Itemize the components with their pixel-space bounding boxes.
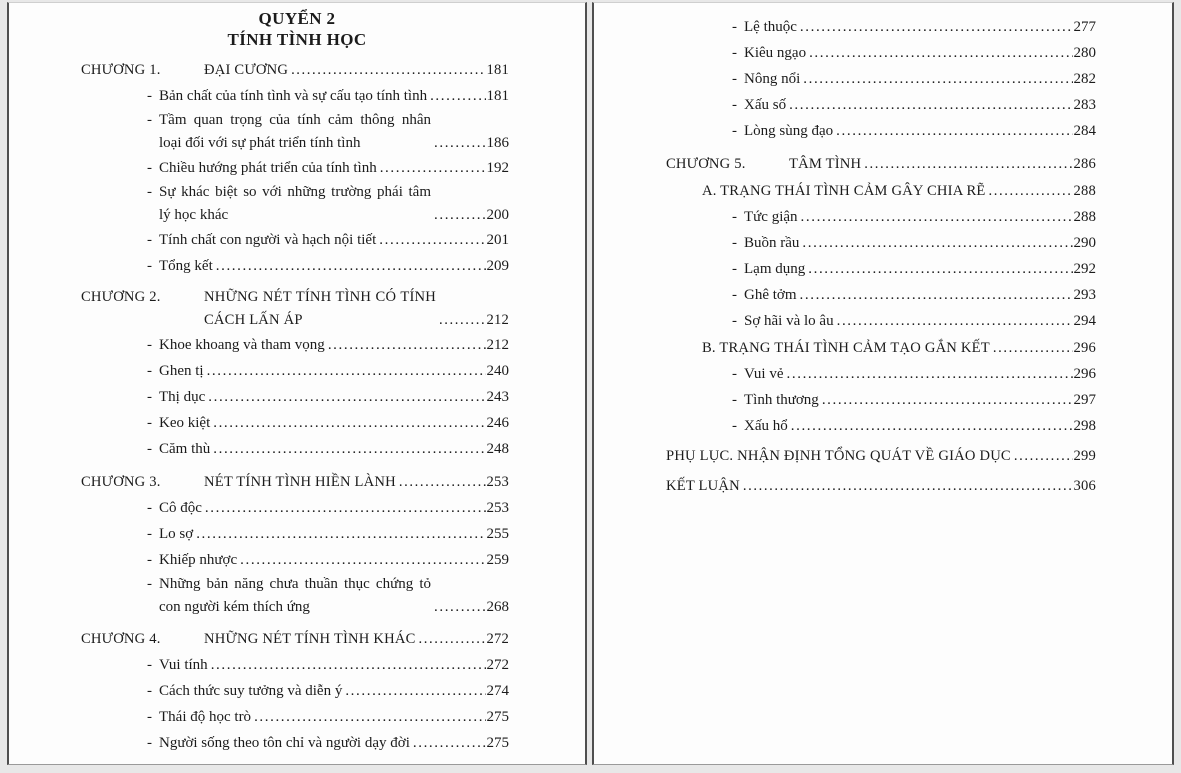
- book-volume-title: QUYỂN 2: [258, 9, 336, 28]
- toc-page-number: 272: [486, 631, 509, 647]
- toc-left-column: [9, 57, 509, 756]
- toc-page-number: 212: [486, 312, 509, 328]
- toc-page-number: 280: [1073, 45, 1096, 61]
- toc-entry-text: Tính chất con người và hạch nội tiết: [159, 232, 377, 248]
- toc-entry-text: Xấu hổ: [744, 418, 788, 434]
- toc-page-number: 275: [486, 709, 509, 725]
- dot-leader-icon: [861, 151, 1072, 177]
- dash-bullet: -: [732, 287, 737, 303]
- toc-entry-text: Ghen tị: [159, 363, 204, 379]
- toc-page-number: 292: [1073, 261, 1096, 277]
- dot-leader-icon: [806, 40, 1072, 66]
- dash-bullet: -: [147, 441, 152, 457]
- dot-leader-icon: [205, 384, 485, 410]
- toc-entry: [9, 436, 509, 462]
- toc-entry: [594, 230, 1096, 256]
- dash-bullet: -: [732, 392, 737, 408]
- dot-leader-icon: [740, 473, 1073, 499]
- toc-page-number: 306: [1073, 478, 1096, 494]
- toc-entry-text: NHỮNG NÉT TÍNH TÌNH KHÁC: [204, 631, 416, 647]
- toc-entry: [594, 151, 1096, 177]
- dot-leader-icon: [288, 57, 485, 83]
- dot-leader-icon: [797, 282, 1073, 308]
- toc-page-number: 297: [1073, 392, 1096, 408]
- toc-entry: [9, 384, 509, 410]
- toc-page-number: 274: [486, 683, 509, 699]
- dot-leader-icon: [325, 332, 486, 358]
- toc-entry-text: Căm thù: [159, 441, 211, 457]
- toc-entry-text: B. TRẠNG THÁI TÌNH CẢM TẠO GẮN KẾT: [702, 340, 990, 356]
- toc-page-number: 268: [486, 599, 509, 615]
- toc-entry: [9, 495, 509, 521]
- dash-bullet: -: [732, 235, 737, 251]
- toc-page-number: 283: [1073, 97, 1096, 113]
- toc-entry: [9, 155, 509, 181]
- toc-page-number: 294: [1073, 313, 1096, 329]
- toc-entry-text: NHỮNG NÉT TÍNH TÌNH CÓ TÍNH CÁCH LẤN ÁP: [204, 289, 436, 328]
- toc-entry-text: Sợ hãi và lo âu: [744, 313, 834, 329]
- dash-bullet: -: [147, 88, 152, 104]
- toc-page-number: 240: [486, 363, 509, 379]
- toc-entry-text: Lạm dụng: [744, 261, 806, 277]
- dot-leader-icon: [990, 335, 1073, 361]
- dot-leader-icon: [431, 132, 486, 155]
- toc-entry: [594, 14, 1096, 40]
- toc-entry: [9, 626, 509, 652]
- toc-entry: [594, 66, 1096, 92]
- toc-entry: [9, 57, 509, 83]
- dot-leader-icon: [800, 66, 1072, 92]
- dot-leader-icon: [986, 178, 1073, 204]
- dash-bullet: -: [732, 71, 737, 87]
- toc-page-number: 288: [1073, 183, 1096, 199]
- toc-entry-text: Người sống theo tôn chỉ và người dạy đời: [159, 735, 410, 751]
- dot-leader-icon: [204, 358, 486, 384]
- dash-bullet: -: [147, 160, 152, 176]
- dot-leader-icon: [799, 230, 1072, 256]
- toc-entry-text: Cô độc: [159, 500, 202, 516]
- toc-entry: [9, 521, 509, 547]
- toc-entry-text: Thị dục: [159, 389, 206, 405]
- toc-page-number: 299: [1073, 448, 1096, 464]
- toc-entry: [594, 413, 1096, 439]
- toc-entry-text: Lo sợ: [159, 526, 194, 542]
- dot-leader-icon: [193, 521, 485, 547]
- book-title-block: [9, 3, 585, 50]
- dot-leader-icon: [805, 256, 1072, 282]
- dash-bullet: -: [732, 366, 737, 382]
- toc-entry: [594, 40, 1096, 66]
- toc-entry: [9, 286, 509, 332]
- toc-page-number: 277: [1073, 19, 1096, 35]
- toc-entry: [9, 573, 509, 619]
- toc-page-number: 296: [1073, 366, 1096, 382]
- toc-entry-text: Keo kiệt: [159, 415, 211, 431]
- toc-entry: [9, 652, 509, 678]
- toc-entry-text: Vui tính: [159, 657, 208, 673]
- toc-page-number: 255: [486, 526, 509, 542]
- toc-entry-text: Khoe khoang và tham vọng: [159, 337, 325, 353]
- toc-page-number: 286: [1073, 156, 1096, 172]
- toc-page-number: 209: [486, 258, 509, 274]
- dot-leader-icon: [784, 361, 1073, 387]
- toc-entry-text: Lòng sùng đạo: [744, 123, 834, 139]
- dot-leader-icon: [208, 652, 486, 678]
- dot-leader-icon: [431, 204, 486, 227]
- dash-bullet: -: [147, 709, 152, 725]
- toc-page-number: 288: [1073, 209, 1096, 225]
- dot-leader-icon: [210, 436, 485, 462]
- toc-entry-text: Tầm quan trọng của tính cảm thông nhân loại đối với sự phát triển tính tình: [159, 112, 431, 151]
- page-left: [7, 2, 587, 765]
- chapter-label: CHƯƠNG 3.: [81, 474, 161, 490]
- toc-page-number: 253: [486, 474, 509, 490]
- toc-page-number: 248: [486, 441, 509, 457]
- dot-leader-icon: [797, 14, 1073, 40]
- toc-page-number: 192: [486, 160, 509, 176]
- dash-bullet: -: [732, 261, 737, 277]
- toc-page-number: 212: [486, 337, 509, 353]
- toc-entry-text: KẾT LUẬN: [666, 478, 740, 494]
- dash-bullet: -: [732, 19, 737, 35]
- dash-bullet: -: [147, 184, 152, 200]
- toc-entry: [594, 282, 1096, 308]
- toc-entry: [594, 387, 1096, 413]
- dot-leader-icon: [416, 626, 486, 652]
- toc-entry-text: Buồn rầu: [744, 235, 800, 251]
- toc-page-number: 275: [486, 735, 509, 751]
- dot-leader-icon: [786, 92, 1072, 118]
- toc-page-number: 201: [486, 232, 509, 248]
- toc-entry: [594, 256, 1096, 282]
- dot-leader-icon: [202, 495, 486, 521]
- dot-leader-icon: [396, 469, 486, 495]
- toc-page-number: 282: [1073, 71, 1096, 87]
- toc-entry: [9, 181, 509, 227]
- dash-bullet: -: [732, 313, 737, 329]
- dot-leader-icon: [376, 227, 485, 253]
- dot-leader-icon: [410, 730, 486, 756]
- toc-entry: [594, 308, 1096, 334]
- toc-entry-text: Những bản năng chưa thuần thục chứng tỏ con người kém thích ứng: [159, 576, 431, 615]
- dash-bullet: -: [147, 389, 152, 405]
- toc-entry-text: ĐẠI CƯƠNG: [204, 62, 289, 78]
- dash-bullet: -: [147, 258, 152, 274]
- toc-right-column: [594, 3, 1096, 499]
- toc-page-number: 200: [486, 207, 509, 223]
- dash-bullet: -: [732, 418, 737, 434]
- toc-entry: [594, 178, 1096, 204]
- toc-entry: [9, 410, 509, 436]
- toc-page-number: 181: [486, 62, 509, 78]
- dot-leader-icon: [436, 309, 486, 332]
- dash-bullet: -: [147, 232, 152, 248]
- toc-entry: [594, 473, 1096, 499]
- toc-entry: [9, 332, 509, 358]
- toc-entry: [594, 361, 1096, 387]
- toc-page-number: 284: [1073, 123, 1096, 139]
- toc-entry-text: Kiêu ngạo: [744, 45, 807, 61]
- toc-entry-text: Thái độ học trò: [159, 709, 252, 725]
- toc-entry: [594, 204, 1096, 230]
- dot-leader-icon: [342, 678, 485, 704]
- toc-page-number: 259: [486, 552, 509, 568]
- toc-entry-text: Tức giận: [744, 209, 798, 225]
- dot-leader-icon: [833, 118, 1072, 144]
- dot-leader-icon: [431, 596, 486, 619]
- toc-entry: [9, 227, 509, 253]
- dot-leader-icon: [819, 387, 1073, 413]
- chapter-label: CHƯƠNG 2.: [81, 289, 161, 305]
- toc-entry: [594, 92, 1096, 118]
- toc-page-number: 181: [486, 88, 509, 104]
- dot-leader-icon: [237, 547, 485, 573]
- toc-entry-text: Bản chất của tính tình và sự cấu tạo tính tình: [159, 88, 428, 104]
- dash-bullet: -: [147, 576, 152, 592]
- toc-entry-text: Cách thức suy tưởng và diễn ý: [159, 683, 343, 699]
- toc-page-number: 298: [1073, 418, 1096, 434]
- dash-bullet: -: [732, 209, 737, 225]
- toc-entry-text: Nông nổi: [744, 71, 801, 87]
- toc-entry: [9, 358, 509, 384]
- toc-page-number: 253: [486, 500, 509, 516]
- chapter-label: CHƯƠNG 4.: [81, 631, 161, 647]
- toc-entry: [9, 730, 509, 756]
- toc-entry-text: Lệ thuộc: [744, 19, 797, 35]
- toc-page-number: 246: [486, 415, 509, 431]
- chapter-label: CHƯƠNG 1.: [81, 62, 161, 78]
- toc-entry-text: Ghê tởm: [744, 287, 797, 303]
- dot-leader-icon: [377, 155, 486, 181]
- page-right: [592, 2, 1174, 765]
- toc-entry-text: TÂM TÌNH: [789, 156, 862, 172]
- dot-leader-icon: [427, 83, 485, 109]
- toc-entry: [9, 83, 509, 109]
- toc-entry-text: Xấu số: [744, 97, 787, 113]
- toc-entry: [9, 469, 509, 495]
- dash-bullet: -: [147, 683, 152, 699]
- toc-entry-text: Tổng kết: [159, 258, 213, 274]
- toc-entry: [9, 253, 509, 279]
- toc-entry: [594, 443, 1096, 469]
- dash-bullet: -: [147, 112, 152, 128]
- toc-entry: [9, 109, 509, 155]
- toc-entry: [594, 335, 1096, 361]
- toc-page-number: 293: [1073, 287, 1096, 303]
- dash-bullet: -: [147, 735, 152, 751]
- toc-page-number: 186: [486, 135, 509, 151]
- toc-page-number: 296: [1073, 340, 1096, 356]
- toc-entry-text: Sự khác biệt so với những trường phái tâm lý học khác: [159, 184, 431, 223]
- dot-leader-icon: [210, 410, 485, 436]
- toc-entry-text: Khiếp nhược: [159, 552, 238, 568]
- toc-entry-text: A. TRẠNG THÁI TÌNH CẢM GÂY CHIA RẼ: [702, 183, 986, 199]
- dot-leader-icon: [1011, 443, 1073, 469]
- dot-leader-icon: [788, 413, 1073, 439]
- toc-entry-text: Tình thương: [744, 392, 819, 408]
- toc-entry: [9, 678, 509, 704]
- dot-leader-icon: [834, 308, 1073, 334]
- book-subject-title: TÍNH TÌNH HỌC: [227, 30, 367, 49]
- toc-entry-text: Vui vẻ: [744, 366, 784, 382]
- toc-page-number: 243: [486, 389, 509, 405]
- dash-bullet: -: [147, 657, 152, 673]
- chapter-label: CHƯƠNG 5.: [666, 156, 746, 172]
- dash-bullet: -: [147, 337, 152, 353]
- dash-bullet: -: [732, 123, 737, 139]
- toc-entry-text: Chiều hướng phát triển của tính tình: [159, 160, 377, 176]
- toc-page-number: 272: [486, 657, 509, 673]
- dot-leader-icon: [213, 253, 486, 279]
- toc-entry-text: PHỤ LỤC. NHẬN ĐỊNH TỔNG QUÁT VỀ GIÁO DỤC: [666, 448, 1011, 464]
- dash-bullet: -: [147, 526, 152, 542]
- dash-bullet: -: [147, 415, 152, 431]
- toc-entry-text: NÉT TÍNH TÌNH HIỀN LÀNH: [204, 474, 396, 490]
- dash-bullet: -: [147, 363, 152, 379]
- dash-bullet: -: [147, 500, 152, 516]
- toc-entry: [594, 118, 1096, 144]
- dot-leader-icon: [798, 204, 1073, 230]
- toc-entry: [9, 704, 509, 730]
- dash-bullet: -: [147, 552, 152, 568]
- dash-bullet: -: [732, 97, 737, 113]
- toc-entry: [9, 547, 509, 573]
- dot-leader-icon: [251, 704, 485, 730]
- dash-bullet: -: [732, 45, 737, 61]
- toc-page-number: 290: [1073, 235, 1096, 251]
